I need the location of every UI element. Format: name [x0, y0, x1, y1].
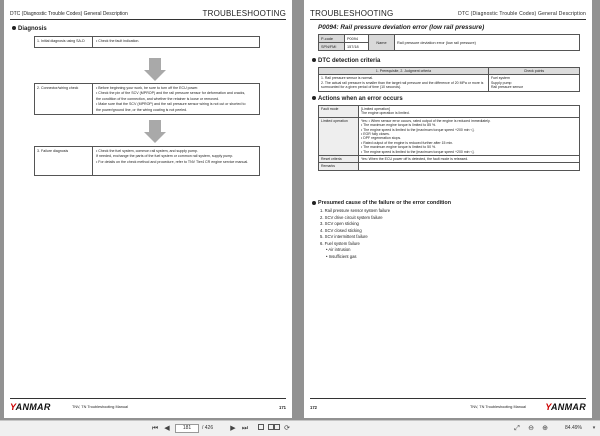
limited-line: • DPF regeneration stops.: [361, 136, 402, 141]
single-page-icon[interactable]: [256, 424, 266, 433]
code-title: P0094: Rail pressure deviation error (low rail pressure): [318, 24, 485, 31]
step-box-2: [34, 83, 260, 115]
footer-text: TNV, TN Troubleshooting Manual: [470, 405, 526, 409]
actions-table: [318, 105, 580, 171]
step-body: [93, 37, 259, 47]
dtc-title-text: DTC detection criteria: [318, 58, 381, 64]
page-number: 172: [310, 405, 317, 410]
page-171: [4, 0, 292, 418]
page-header: [310, 6, 586, 20]
pcode-label: P-code: [319, 35, 345, 43]
two-page-icon[interactable]: [268, 424, 280, 433]
spn-label: SPN/FMI: [319, 43, 345, 51]
dtc-col-checks: Check points: [489, 68, 580, 75]
limited-line: • Rated output of the engine is reduced further after 15 min.: [361, 140, 454, 145]
limited-line: • The maximum engine torque is limited to 85 %.: [361, 123, 437, 128]
cause-sub-item: • Insufficient gas: [326, 253, 357, 259]
check-item: Fuel system: [491, 76, 510, 81]
reset-criteria-cell: Yes: When the ECU power off is detected, the fault mode is released.: [359, 156, 580, 163]
header-left-text: TROUBLESHOOTING: [310, 9, 394, 18]
reset-criteria-label: Reset criteria: [319, 156, 359, 163]
step-line: • Check the fuel system, common rail system, and supply pump.: [96, 149, 198, 153]
criteria-line: 1. Rail pressure sensor is normal.: [321, 76, 374, 81]
limited-operation-label: Limited operation: [319, 117, 359, 155]
cause-item: 4. SCV closed sticking: [320, 227, 362, 233]
dtc-criteria-cell: [319, 75, 489, 91]
causes-title-text: Presumed cause of the failure or the error condition: [318, 200, 451, 206]
last-page-icon[interactable]: ⏭: [241, 425, 249, 432]
step-line: the power/ground line, or the wiring coating is not peeled.: [96, 107, 188, 112]
next-page-icon[interactable]: ▶: [230, 425, 236, 432]
actions-title-text: Actions when an error occurs: [318, 96, 403, 102]
step-box-3: [34, 146, 260, 176]
step-line: • For details on the check method and procedure, refer to TNV Tier4 CR engine service manual.: [96, 159, 249, 164]
dtc-section-title: [312, 58, 380, 64]
step-line: • Make sure that the SCV (MPROP) and the rail pressure sensor wiring is not cut or shorted to: [96, 102, 246, 107]
yanmar-logo: YANMAR: [10, 402, 51, 412]
dtc-col-criteria: 1. Prerequisite, 2. Judgment criteria: [319, 68, 489, 75]
dtc-checks-cell: [489, 75, 580, 91]
bullet-icon: [312, 201, 316, 205]
bullet-icon: [12, 26, 16, 30]
cause-item: 3. SCV open sticking: [320, 221, 359, 226]
step-body: [93, 84, 259, 114]
down-arrow-icon: [144, 58, 166, 82]
page-172: [304, 0, 592, 418]
rotate-icon[interactable]: ⟳: [284, 425, 290, 432]
limited-line: • The engine speed is limited to the [maximum torque speed +200 min⁻¹].: [361, 149, 475, 154]
fault-mode-line: [Limited operation]: [361, 107, 390, 111]
limited-operation-cell: [359, 117, 580, 155]
dtc-table: [318, 67, 580, 92]
cause-item: 1. Rail pressure sensor system failure: [320, 208, 391, 213]
page-footer: [310, 398, 586, 412]
pdf-toolbar: [0, 420, 600, 436]
name-value: Rail pressure deviation error (low rail pressure): [395, 35, 580, 51]
actions-section-title: [312, 96, 403, 102]
page-number-input[interactable]: 181: [175, 424, 199, 433]
remarks-cell: [359, 163, 580, 170]
spn-value: 157/18: [345, 43, 369, 51]
fault-mode-line: The engine operation is limited.: [361, 111, 410, 116]
step-box-1: [34, 36, 260, 48]
page-header: [10, 6, 286, 20]
cause-sub-item: • Air intrusion: [326, 247, 351, 252]
limited-line: • The maximum engine torque is limited to 50 %.: [361, 145, 437, 150]
header-right-text: DTC (Diagnostic Trouble Codes) General Description: [458, 11, 586, 17]
criteria-line: 2. The actual rail pressure is smaller than the target rail pressure and the difference of 20 MPa or more is surmounted for a given period of time (10 seconds).: [321, 80, 484, 90]
down-arrow-icon: [144, 120, 166, 144]
page-footer: [10, 398, 286, 412]
prev-page-icon[interactable]: ◀: [164, 425, 170, 432]
cause-item: 2. SCV drive circuit system failure: [320, 214, 383, 220]
step-line: • Before beginning your work, be sure to turn off the ECU power.: [96, 86, 199, 90]
step-body: [93, 147, 259, 175]
zoom-dropdown-icon[interactable]: ▾: [592, 425, 596, 431]
cause-item: 6. Fuel system failure: [320, 240, 360, 246]
remarks-label: Remarks: [319, 163, 359, 170]
causes-section-title: [312, 200, 451, 206]
bullet-icon: [312, 58, 316, 62]
check-item: Supply pump: [491, 80, 512, 85]
zoom-out-icon[interactable]: ⊖: [528, 425, 534, 432]
limited-line: • EGR fully closes.: [361, 132, 390, 137]
step-label: 2. Connector/wiring check: [35, 84, 93, 114]
name-label: Name: [369, 35, 395, 51]
header-right-text: TROUBLESHOOTING: [202, 9, 286, 18]
zoom-in-icon[interactable]: ⊕: [542, 425, 548, 432]
step-label: 1. Initial diagnosis using SA-D: [35, 37, 93, 47]
step-line: If needed, exchange the parts of the fuel system or common rail system, supply pump.: [96, 154, 234, 159]
step-line: • Check the fault indication.: [96, 39, 140, 43]
cause-item: 5. SCV intermittent failure: [320, 234, 368, 239]
limited-line: Yes: • When sensor error occurs, rated output of the engine is reduced immediately.: [361, 118, 491, 123]
code-table: [318, 34, 580, 51]
bullet-icon: [312, 96, 316, 100]
yanmar-logo: YANMAR: [545, 402, 586, 412]
fit-icon[interactable]: ⤢: [514, 425, 520, 432]
causes-list: [320, 208, 390, 260]
check-item: Rail pressure sensor: [491, 85, 524, 90]
section-title-text: Diagnosis: [18, 26, 47, 32]
limited-line: • The engine speed is limited to the [maximum torque speed +200 min⁻¹].: [361, 127, 475, 132]
total-pages: / 426: [202, 425, 214, 431]
header-left-text: DTC (Diagnostic Trouble Codes) General Description: [10, 11, 128, 17]
zoom-level[interactable]: 84.49%: [565, 425, 582, 431]
step-label: 3. Failure diagnosis: [35, 147, 93, 175]
pcode-value: P0094: [345, 35, 369, 43]
section-title: [12, 26, 47, 32]
step-line: • Check the pin of the SCV (MPROP) and the rail pressure sensor for deformation and cracks,: [96, 91, 246, 96]
page-number: 171: [279, 405, 286, 410]
fault-mode-cell: [359, 106, 580, 118]
first-page-icon[interactable]: ⏮: [151, 425, 159, 432]
step-line: the condition of the connection, and whether the retainer is loose or removed.: [96, 96, 220, 101]
footer-text: TNV, TN Troubleshooting Manual: [72, 405, 128, 409]
fault-mode-label: Fault mode: [319, 106, 359, 118]
